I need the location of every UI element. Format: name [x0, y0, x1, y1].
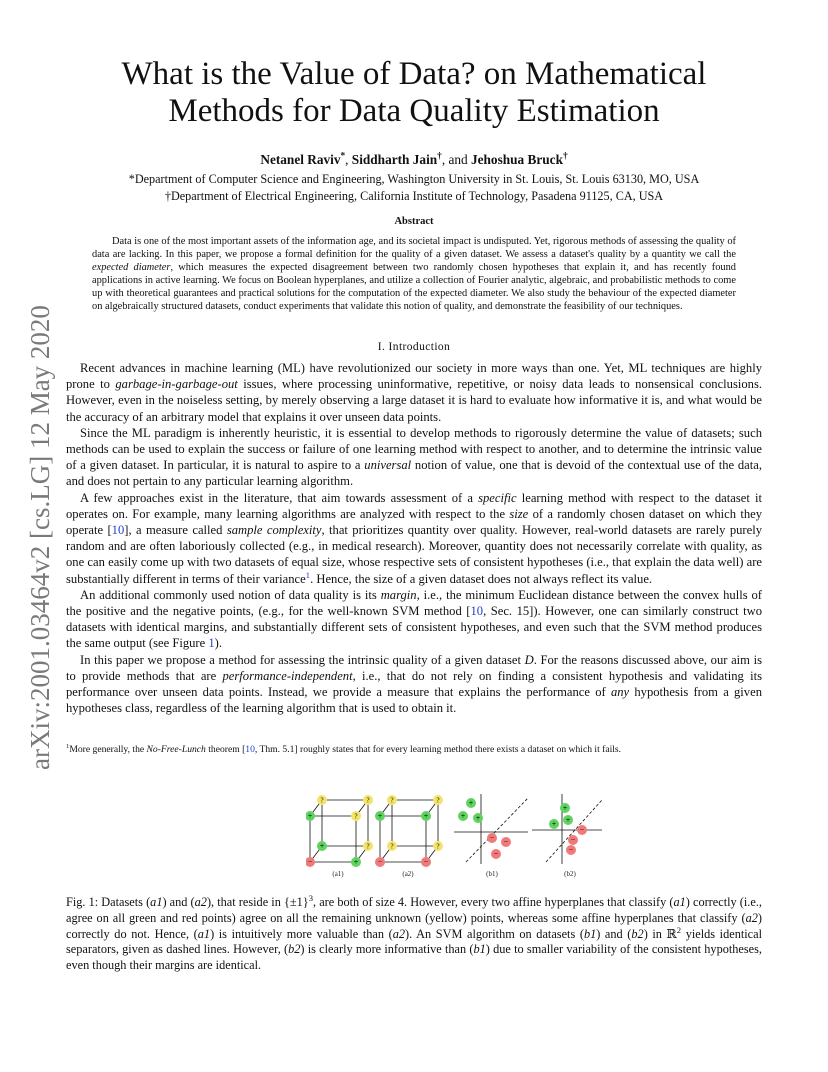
figure-1 [306, 786, 606, 886]
svg-text:+: + [475, 813, 481, 823]
svg-text:?: ? [390, 842, 394, 851]
svg-text:+: + [565, 815, 571, 825]
svg-text:+: + [377, 811, 383, 821]
svg-text:−: − [377, 857, 383, 867]
cube-a2-points [375, 795, 443, 867]
author-name: Netanel Raviv [260, 152, 341, 167]
citation-link[interactable]: 10 [111, 523, 125, 538]
paragraph: Recent advances in machine learning (ML) have revolutionized our society in more ways than one. Yet, ML techniques are highly prone to garbage-in-garbage-out issues, where processing uninformative, repetitive, or noisy data leads to nonsensical conclusions. However, even in the noiseless setting, by merely observing a large dataset it is hard to evaluate how informative it is, and what would be the accuracy of an arbitrary model that explains it over unseen data points. [66, 361, 762, 424]
introduction-body [66, 360, 762, 716]
svg-text:+: + [460, 811, 466, 821]
subfigure-label: (a2) [402, 870, 414, 878]
svg-text:+: + [468, 798, 474, 808]
cube-a1-points [306, 795, 373, 867]
svg-text:−: − [568, 845, 574, 855]
affiliation-mark: * [340, 151, 346, 162]
plot-b2 [532, 794, 602, 864]
paragraph: Since the ML paradigm is inherently heuristic, it is essential to develop methods to rigorously determine the value of datasets; such methods can be used to explain the success or failure of one learning method with respect to another, and to determine the intrinsic value of a given dataset. In particular, it is natural to aspire to a universal notion of value, one that is devoid of the contextual use of the data, and does not pertain to any particular learning algorithm. [66, 425, 762, 489]
cube-a2 [377, 800, 438, 862]
svg-text:−: − [579, 825, 585, 835]
math-symbol: D [524, 652, 534, 667]
paragraph: A few approaches exist in the literature, that aim towards assessment of a specific learning method with respect to the dataset it operates on. For example, many learning algorithms are analyzed with respect to the size of a randomly chosen dataset on which they operate [10], a measure called sample complexity, that prioritizes quantity over quality. However, real-world datasets are rarely purely random and are often laboriously collected (e.g., in medical research). Moreover, quantity does not necessarily correlate with quality, as one can easily come up with two datasets of equal size, whose respective sets of consistent hypotheses (i.e., that explain the data well) are substantially different in terms of their variance$^1$. Hence, the size of a given dataset does not always reflect its value. [66, 490, 763, 586]
author-separator: , and [441, 152, 471, 167]
footnote-link[interactable]: 1 [305, 569, 311, 580]
abstract-heading: Abstract [394, 216, 434, 227]
svg-text:?: ? [366, 842, 370, 851]
svg-text:+: + [551, 819, 557, 829]
affiliation-line: †Department of Electrical Engineering, California Institute of Technology, Pasadena 91125, CA, USA [164, 189, 664, 203]
svg-text:?: ? [366, 796, 370, 805]
citation-link[interactable]: 10 [245, 744, 255, 755]
figure-link[interactable]: 1 [208, 636, 215, 651]
svg-text:?: ? [436, 796, 440, 805]
svg-text:−: − [307, 857, 313, 867]
paragraph: In this paper we propose a method for assessing the intrinsic quality of a given dataset D. For the reasons discussed above, our aim is to provide methods that are performance-independent, i.e., that do not rely on finding a consistent hypothesis and validating its performance over unseen data points. Instead, we provide a measure that explains the performance of any hypothesis from a given hypotheses class, regardless of the learning algorithm that is used to obtain it. [66, 652, 762, 716]
author-name: Jehoshua Bruck [470, 152, 563, 167]
svg-text:+: + [423, 811, 429, 821]
author-name: Siddharth Jain [351, 152, 438, 167]
plot-b1 [454, 794, 528, 864]
svg-text:?: ? [390, 796, 394, 805]
svg-text:?: ? [320, 796, 324, 805]
svg-text:+: + [353, 857, 359, 867]
affiliation-mark: † [562, 151, 568, 162]
svg-text:−: − [570, 835, 576, 845]
author-separator: , [345, 152, 352, 167]
svg-text:−: − [423, 857, 429, 867]
paragraph: An additional commonly used notion of data quality is its margin, i.e., the minimum Euclidean distance between the convex hulls of the positive and the negative points, (e.g., for the well-known SVM method [10, Sec. 15]). However, one can similarly construct two datasets with identical margins, and substantially different sets of consistent hypotheses, and even such that the SVM method produces the same output (see Figure 1). [66, 587, 763, 651]
citation-link[interactable]: 10 [470, 604, 484, 619]
section-heading: I. Introduction [377, 341, 451, 353]
abstract-text: Data is one of the most important assets of the information age, and its societal impact is undisputed. Yet, rigorous methods of assessing the quality of data are lacking. In this paper, we propose a formal definition for the quality of a given dataset. We assess a dataset's quality by a quantity we call the expected diameter, which measures the expected disagreement between two randomly chosen hypotheses that explain it, and has recently found applications in active learning. We focus on Boolean hyperplanes, and utilize a collection of Fourier analytic, algebraic, and probabilistic methods to come up with theoretical guarantees and practical solutions for the computation of the expected diameter. We also study the behaviour of the expected diameter on algebraically structured datasets, conduct experiments that validate this notion of quality, and demonstrate the feasibility of our techniques. [92, 236, 736, 312]
svg-text:?: ? [436, 842, 440, 851]
paper-title: What is the Value of Data? on Mathematical Methods for Data Quality Estimation [121, 56, 707, 129]
author-list [66, 152, 762, 168]
subfigure-label: (b2) [564, 870, 576, 878]
subfigure-label: (b1) [486, 870, 498, 878]
svg-text:+: + [562, 803, 568, 813]
cube-a1 [307, 800, 368, 862]
figure-caption: Fig. 1: Datasets (a1) and (a2), that reside in $\{\pm 1\}^3$, are both of size 4. However, every two affine hyperplanes that classify (a1) correctly (i.e., agree on all green and red points) agree on all the remaining unknown (yellow) points, whereas some affine hyperplanes that classify (a2) correctly do not. Hence, (a1) is intuitively more valuable than (a2). An SVM algorithm on datasets (b1) and (b2) in ℝ$^2$ yields identical separators, given as dashed lines. However, (b2) is clearly more informative than (b1) due to smaller variability of the consistent hypotheses, even though their margins are identical. [66, 892, 763, 973]
affiliation-line: *Department of Computer Science and Engineering, Washington University in St. Louis, St. Louis 63130, MO, USA [128, 172, 700, 186]
svg-text:?: ? [354, 812, 358, 821]
svg-text:+: + [307, 811, 313, 821]
svg-text:+: + [319, 841, 325, 851]
footnote: $^1$More generally, the No-Free-Lunch theorem [10, Thm. 5.1] roughly states that for every learning method there exists a dataset on which it fails. [66, 742, 622, 755]
svg-text:−: − [503, 837, 509, 847]
svg-text:−: − [493, 849, 499, 859]
subfigure-label: (a1) [332, 870, 344, 878]
affiliation-mark: † [437, 151, 442, 162]
arxiv-identifier: arXiv:2001.03464v2 [cs.LG] 12 May 2020 [25, 305, 55, 770]
svg-text:−: − [489, 833, 495, 843]
